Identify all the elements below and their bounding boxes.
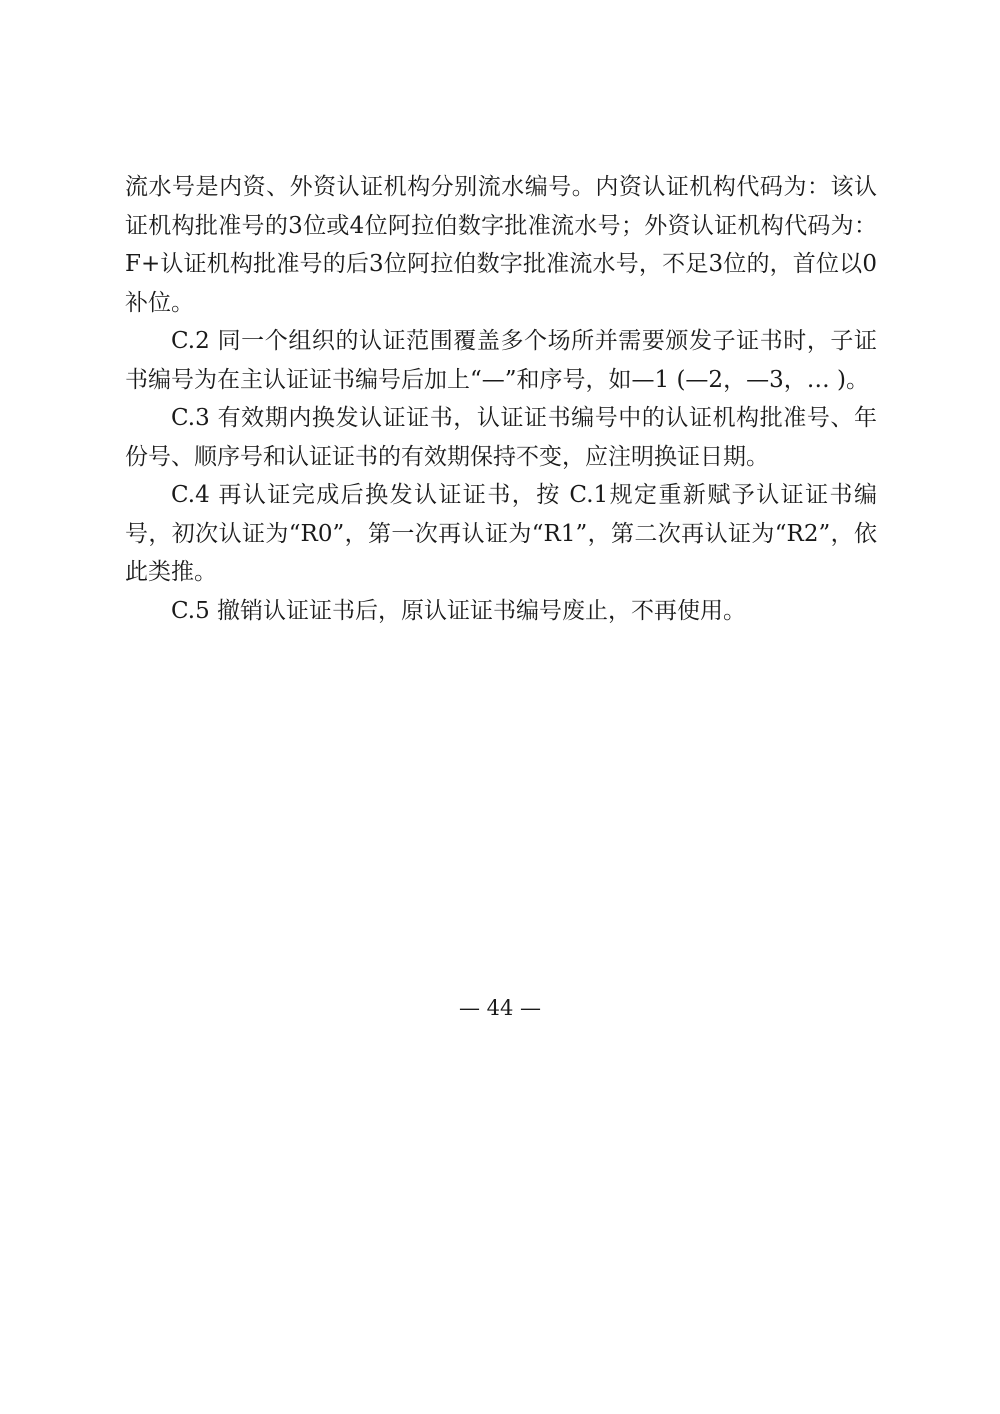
paragraph-c2: C.2 同一个组织的认证范围覆盖多个场所并需要颁发子证书时，子证书编号为在主认证证书编号后加上“—”和序号，如—1 (—2，—3，… )。 — [125, 328, 877, 393]
paragraph-c4: C.4 再认证完成后换发认证证书，按 C.1规定重新赋予认证证书编号，初次认证为“R0”，第一次再认证为“R1”，第二次再认证为“R2”，依此类推。 — [125, 482, 877, 585]
paragraph-c3: C.3 有效期内换发认证证书，认证证书编号中的认证机构批准号、年份号、顺序号和认证证书的有效期保持不变，应注明换证日期。 — [125, 405, 877, 470]
paragraph-continuation: 流水号是内资、外资认证机构分别流水编号。内资认证机构代码为：该认证机构批准号的3位或4位阿拉伯数字批准流水号；外资认证机构代码为：F+认证机构批准号的后3位阿拉伯数字批准流水号，不足3位的，首位以0补位。 — [125, 174, 877, 316]
document-body — [125, 168, 877, 630]
paragraph-c5: C.5 撤销认证证书后，原认证证书编号废止，不再使用。 — [171, 597, 747, 624]
page-number: — 44 — — [458, 996, 542, 1020]
